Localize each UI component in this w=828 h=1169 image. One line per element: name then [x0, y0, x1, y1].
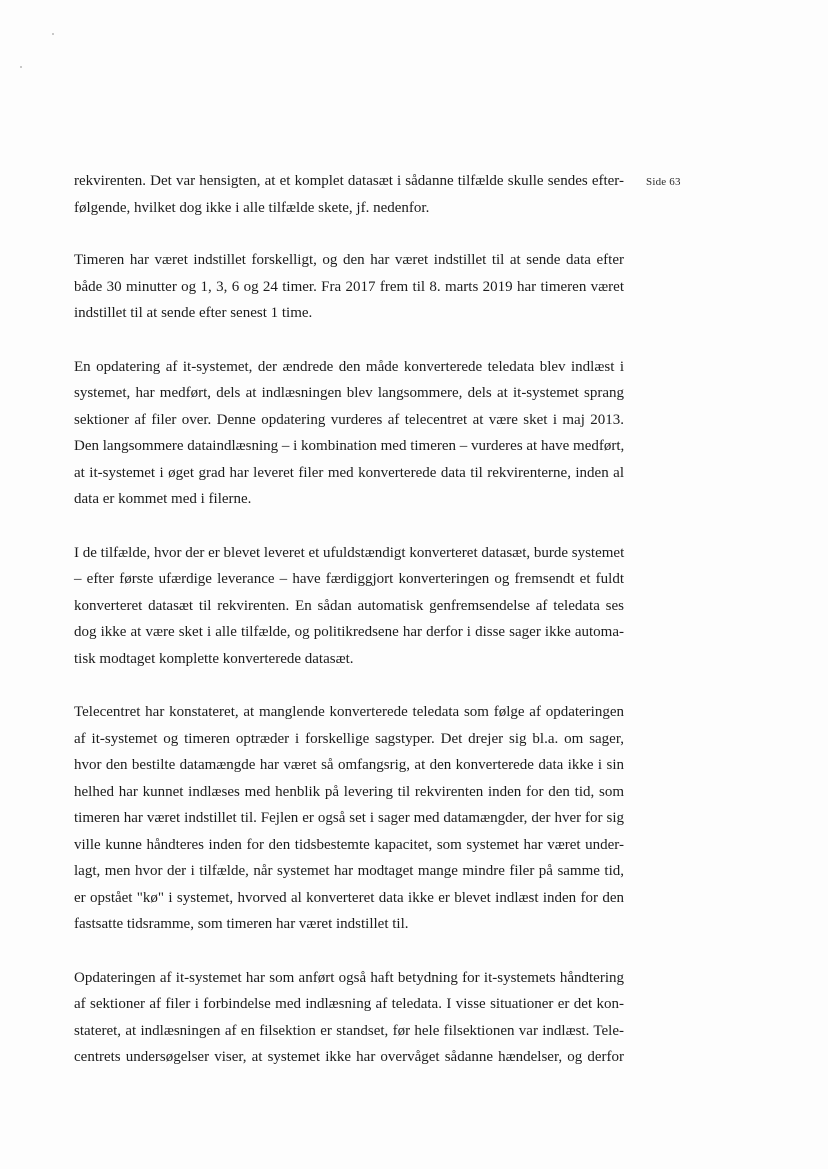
paragraph-3 — [74, 354, 624, 513]
paragraph-2 — [74, 247, 624, 327]
text-line: ville kunne håndteres inden for den tidsbestemte kapacitet, som systemet har været under- — [74, 836, 624, 853]
text-line: Den langsommere dataindlæsning – i kombination med timeren – vurderes at have medført, — [74, 438, 625, 454]
body-text — [74, 168, 624, 1071]
text-line: fastsatte tidsramme, som timeren har været indstillet til. — [74, 916, 409, 932]
paragraph-5 — [74, 699, 624, 938]
paragraph-4 — [74, 540, 624, 673]
scan-speck — [52, 33, 54, 35]
text-line: lagt, men hvor der i tilfælde, når systemet har modtaget mange mindre filer på samme tid, — [74, 863, 624, 879]
text-line: – efter første ufærdige leverance – have færdiggjort konverteringen og fremsendt et fuldt — [74, 571, 624, 587]
text-line: indstillet til at sende efter senest 1 time. — [74, 305, 313, 321]
text-line: I de tilfælde, hvor der er blevet leveret et ufuldstændigt konverteret datasæt, burde systemet — [74, 544, 625, 561]
text-line: data er kommet med i filerne. — [74, 491, 252, 507]
text-line: sektioner af filer over. Denne opdatering vurderes af telecentret at være sket i maj 2013. — [74, 411, 624, 428]
scan-speck — [20, 66, 22, 68]
text-line: at it-systemet i øget grad har leveret filer med konverterede data til rekvirenterne, inden al — [74, 464, 624, 481]
text-line: tisk modtaget komplette konverterede datasæt. — [74, 650, 354, 667]
text-line: af sektioner af filer i forbindelse med indlæsning af teledata. I visse situationer er det kon- — [74, 996, 624, 1012]
text-line: Opdateringen af it-systemet har som anført også haft betydning for it-systemets håndtering — [74, 969, 624, 986]
text-line: af it-systemet og timeren optræder i forskellige sagstyper. Det drejer sig bl.a. om sager, — [74, 730, 624, 747]
text-line: Telecentret har konstateret, at manglende konverterede teledata som følge af opdateringen — [74, 704, 624, 720]
text-line: centrets undersøgelser viser, at systemet ikke har overvåget sådanne hændelser, og derfor — [74, 1049, 624, 1065]
text-line: både 30 minutter og 1, 3, 6 og 24 timer. Fra 2017 frem til 8. marts 2019 har timeren været — [74, 278, 624, 295]
text-line: helhed har kunnet indlæses med henblik på levering til rekvirenten inden for den tid, som — [74, 783, 624, 800]
text-line: stateret, at indlæsningen af en filsektion er standset, før hele filsektionen var indlæst. Tele- — [74, 1022, 624, 1039]
text-line: rekvirenten. Det var hensigten, at et komplet datasæt i sådanne tilfælde skulle sendes efter- — [74, 173, 624, 189]
text-line: timeren har været indstillet til. Fejlen er også set i sager med datamængder, der hver for sig — [74, 810, 624, 826]
text-line: er opstået "kø" i systemet, hvorved al konverteret data ikke er blevet indlæst inden for den — [74, 889, 624, 906]
paragraph-6 — [74, 965, 624, 1071]
text-line: dog ikke at være sket i alle tilfælde, og politikredsene har derfor i disse sager ikke automa- — [74, 624, 624, 640]
text-line: konverteret datasæt til rekvirenten. En sådan automatisk genfremsendelse af teledata ses — [74, 597, 624, 614]
text-line: følgende, hvilket dog ikke i alle tilfælde skete, jf. nedenfor. — [74, 199, 430, 216]
text-line: Timeren har været indstillet forskelligt, og den har været indstillet til at sende data efter — [74, 252, 624, 268]
page-number: Side 63 — [646, 176, 681, 188]
text-line: systemet, har medført, dels at indlæsningen blev langsommere, dels at it-systemet sprang — [74, 385, 624, 401]
text-line: hvor den bestilte datamængde har været så omfangsrig, at den konverterede data ikke i sin — [74, 757, 624, 773]
text-line: En opdatering af it-systemet, der ændrede den måde konverterede teledata blev indlæst i — [74, 358, 624, 375]
paragraph-1 — [74, 168, 624, 221]
